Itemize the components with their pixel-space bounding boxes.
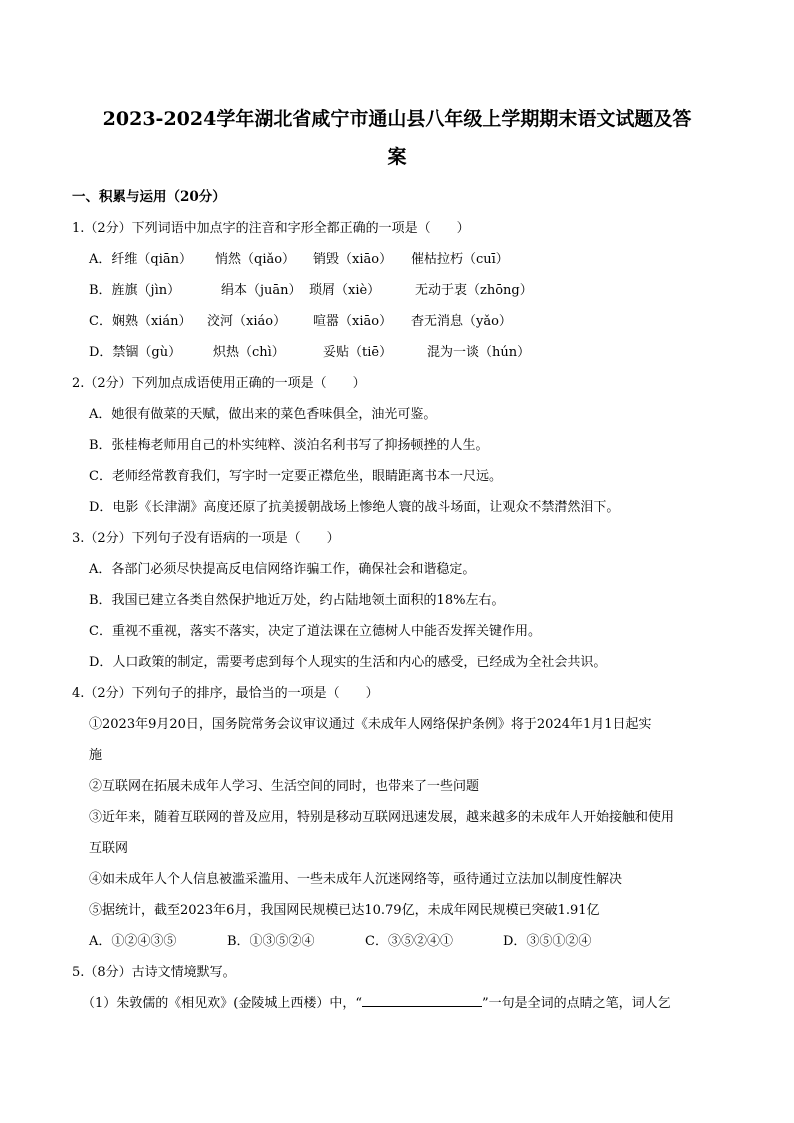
option-word: 琐屑（xiè） bbox=[309, 283, 381, 298]
option-word: 炽热（chì） bbox=[213, 345, 285, 360]
sub-1-text-after: ”一句是全词的点睛之笔，词人乞 bbox=[482, 996, 671, 1011]
option-word: 妥贴（tiē） bbox=[323, 345, 393, 360]
question-3-option-c: C．重视不重视，落实不落实，决定了道法课在立德树人中能否发挥关键作用。 bbox=[89, 624, 541, 639]
question-3-option-a: A．各部门必须尽快提高反电信网络诈骗工作，确保社会和谐稳定。 bbox=[89, 562, 476, 577]
question-4-sentence-3-cont: 互联网 bbox=[89, 841, 129, 856]
question-2-option-c: C．老师经常教育我们，写字时一定要正襟危坐，眼睛距离书本一尺远。 bbox=[89, 469, 502, 484]
sub-1-text-before: （1）朱敦儒的《相见欢》(金陵城上西楼）中，“ bbox=[82, 996, 362, 1011]
question-2-option-a: A．她很有做菜的天赋，做出来的菜色香味俱全，油光可鉴。 bbox=[89, 407, 437, 422]
option-word: 杳无消息（yǎo） bbox=[411, 314, 512, 329]
question-1-option-a bbox=[72, 244, 732, 275]
section-heading: 一、积累与运用（20分） bbox=[72, 189, 226, 205]
question-1-stem: 1.（2分）下列词语中加点字的注音和字形全都正确的一项是（ ） bbox=[72, 221, 470, 236]
question-4-sentence-1-cont: 施 bbox=[89, 748, 103, 763]
option-word: B．旌旗（jìn） bbox=[89, 283, 181, 298]
title-line-1: 2023-2024学年湖北省咸宁市通山县八年级上学期期末语文试题及答 bbox=[102, 108, 692, 130]
question-4-options bbox=[72, 926, 732, 957]
document-title bbox=[60, 100, 734, 176]
question-1-option-c bbox=[72, 306, 732, 337]
question-3-option-b: B．我国已建立各类自然保护地近万处，约占陆地领土面积的18%左右。 bbox=[89, 593, 505, 608]
question-2-option-b: B．张桂梅老师用自己的朴实纯粹、淡泊名利书写了抑扬顿挫的人生。 bbox=[89, 438, 489, 453]
question-4-option-c: C．③⑤②④① bbox=[365, 934, 453, 949]
question-4-sentence-4: ④如未成年人个人信息被滥采滥用、一些未成年人沉迷网络等，亟待通过立法加以制度性解决 bbox=[89, 872, 623, 887]
question-4-option-d: D．③⑤①②④ bbox=[503, 934, 592, 949]
option-word: 洨河（xiáo） bbox=[207, 314, 287, 329]
option-word: 混为一谈（hún） bbox=[427, 345, 531, 360]
question-4-sentence-5: ⑤据统计，截至2023年6月，我国网民规模已达10.79亿，未成年网民规模已突破1.91亿 bbox=[89, 903, 600, 918]
option-word: 销毁（xiāo） bbox=[313, 252, 393, 267]
title-line-2: 案 bbox=[387, 146, 407, 168]
question-4-option-a: A．①②④③⑤ bbox=[89, 934, 177, 949]
option-word: 悄然（qiǎo） bbox=[215, 252, 296, 267]
question-4-sentence-1: ①2023年9月20日，国务院常务会议审议通过《未成年人网络保护条例》将于2024年1月1日起实 bbox=[89, 717, 652, 732]
question-2-stem: 2.（2分）下列加点成语使用正确的一项是（ ） bbox=[72, 376, 366, 391]
question-4-sentence-2: ②互联网在拓展未成年人学习、生活空间的同时，也带来了一些问题 bbox=[89, 779, 480, 794]
question-1-option-b bbox=[72, 275, 732, 306]
question-3-stem: 3.（2分）下列句子没有语病的一项是（ ） bbox=[72, 531, 340, 546]
option-word: 无动于衷（zhōng） bbox=[415, 283, 533, 298]
option-word: D．禁锢（gù） bbox=[89, 345, 182, 360]
option-word: 喧嚣（xiāo） bbox=[313, 314, 393, 329]
question-1-option-d bbox=[72, 337, 732, 368]
fill-in-blank[interactable] bbox=[362, 990, 482, 1007]
option-word: A．纤维（qiān） bbox=[89, 252, 192, 267]
exam-content bbox=[72, 182, 732, 1019]
option-word: C．娴熟（xián） bbox=[89, 314, 192, 329]
question-5-stem: 5.（8分）古诗文情境默写。 bbox=[72, 965, 236, 980]
option-word: 催枯拉朽（cuī） bbox=[411, 252, 509, 267]
option-word: 绢本（juān） bbox=[221, 283, 302, 298]
question-4-option-b: B．①③⑤②④ bbox=[227, 934, 315, 949]
question-2-option-d: D．电影《长津湖》高度还原了抗美援朝战场上惨绝人寰的战斗场面，让观众不禁潸然泪下。 bbox=[89, 500, 620, 515]
question-4-sentence-3: ③近年来，随着互联网的普及应用，特别是移动互联网迅速发展，越来越多的未成年人开始接触和使用 bbox=[89, 810, 675, 825]
question-4-stem: 4.（2分）下列句子的排序，最恰当的一项是（ ） bbox=[72, 686, 379, 701]
question-3-option-d: D．人口政策的制定，需要考虑到每个人现实的生活和内心的感受，已经成为全社会共识。 bbox=[89, 655, 607, 670]
question-5-sub-1 bbox=[72, 988, 732, 1019]
